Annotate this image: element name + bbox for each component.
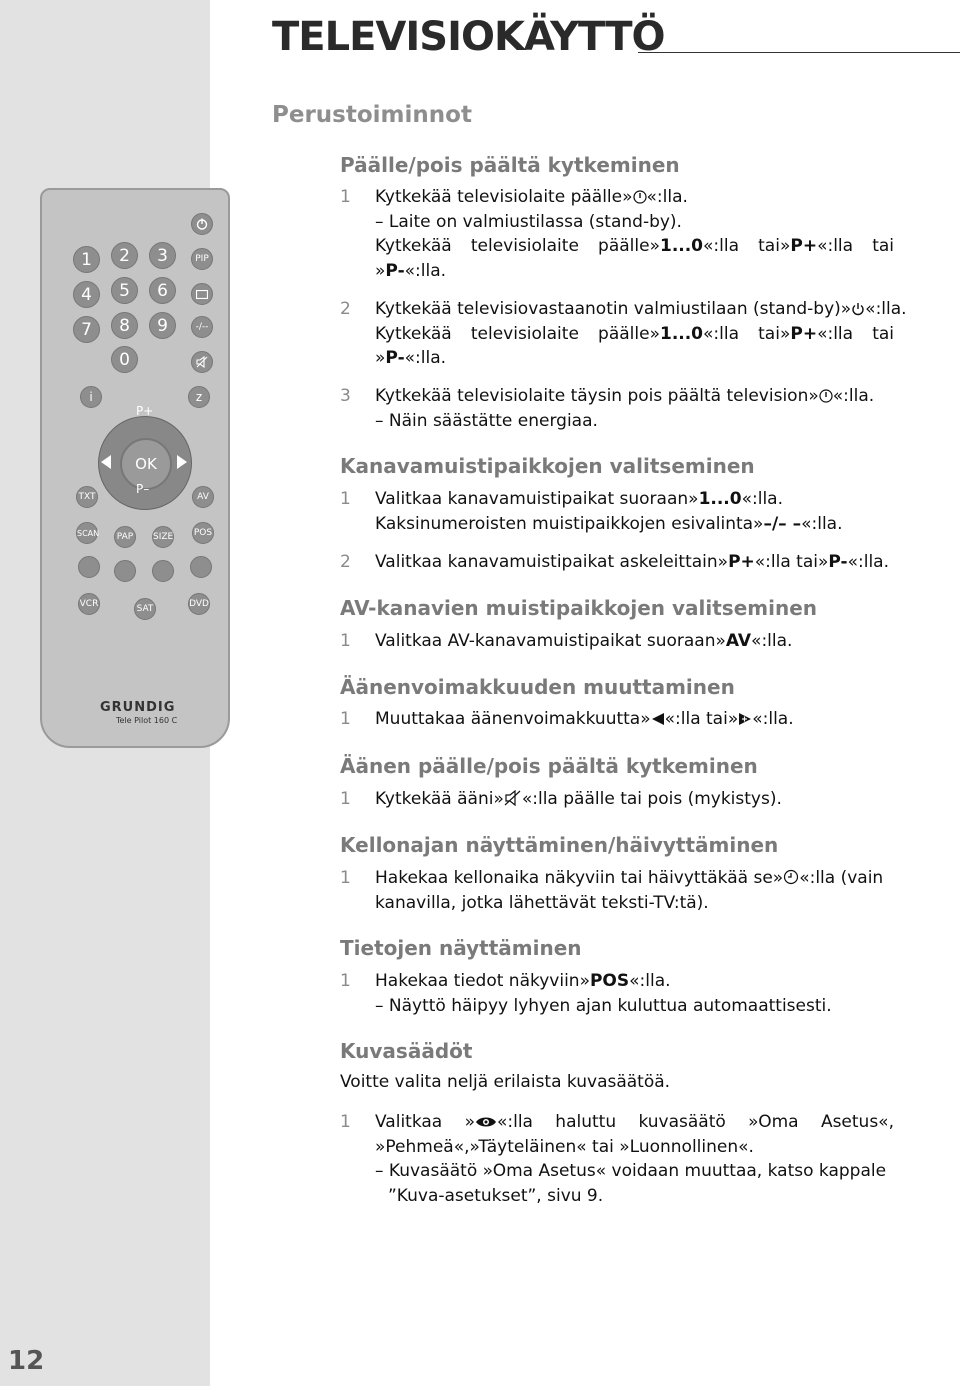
number-8-button[interactable]: 8	[111, 312, 138, 339]
s2-item-1: 1 Valitkaa kanavamuistipaikat suoraan»1...0«:lla. Kaksinumeroisten muistipaikkojen esivalinta»–/– –«:lla.	[340, 489, 843, 534]
s6-item-1: 1 Hakekaa kellonaika näkyviin tai häivyttäkää se» «:lla (vain kanavilla, jotka lähettävät teksti-TV:tä).	[340, 868, 884, 913]
s1-heading: Päälle/pois päältä kytkeminen	[340, 153, 680, 177]
volume-up-icon	[738, 712, 752, 726]
ok-button[interactable]: OK	[120, 438, 172, 490]
number-2-button[interactable]: 2	[111, 242, 138, 269]
info-button[interactable]: i	[80, 386, 102, 408]
s5-heading: Äänen päälle/pois päältä kytkeminen	[340, 754, 758, 778]
number-3-button[interactable]: 3	[149, 242, 176, 269]
tv-screen-button[interactable]	[191, 283, 213, 305]
s5-item-1: 1 Kytkekää ääni» «:lla päälle tai pois (mykistys).	[340, 789, 782, 809]
s3-item-1: 1 Valitkaa AV-kanavamuistipaikat suoraan»AV«:lla.	[340, 631, 793, 651]
s8-intro: Voitte valita neljä erilaista kuvasäätöä.	[340, 1072, 671, 1092]
p-plus-label[interactable]: P+	[136, 404, 154, 418]
eye-icon	[475, 1115, 497, 1129]
standby-icon	[851, 302, 865, 316]
number-7-button[interactable]: 7	[73, 316, 100, 343]
title-rule	[638, 52, 960, 53]
s7-heading: Tietojen näyttäminen	[340, 936, 582, 960]
p-minus-label[interactable]: P–	[136, 482, 150, 496]
power-button[interactable]	[191, 213, 213, 235]
mute-icon	[196, 356, 208, 368]
pause-button[interactable]	[152, 560, 174, 582]
remote-control-illustration	[40, 188, 230, 748]
pip-button[interactable]: PIP	[191, 248, 213, 270]
page-number: 12	[8, 1346, 45, 1376]
sat-button[interactable]: SAT	[134, 598, 156, 620]
number-5-button[interactable]: 5	[111, 277, 138, 304]
brand-logo: GRUNDIG	[100, 700, 176, 715]
number-9-button[interactable]: 9	[149, 312, 176, 339]
pap-button[interactable]: PAP	[114, 526, 136, 548]
s2-heading: Kanavamuistipaikkojen valitseminen	[340, 454, 755, 478]
s3-heading: AV-kanavien muistipaikkojen valitseminen	[340, 596, 817, 620]
item-number: 1	[340, 187, 351, 207]
s1-item-2: 2 Kytkekää televisiovastaanotin valmiustilaan (stand-by)» «:lla. Kytkekää televisiolaite päälle»1...0«:lla tai»P+«:lla tai »P-«:lla.	[340, 299, 907, 368]
number-1-button[interactable]: 1	[73, 246, 100, 273]
number-4-button[interactable]: 4	[73, 281, 100, 308]
digit-entry-button[interactable]: -/--	[191, 316, 213, 338]
mute-icon	[504, 790, 522, 806]
volume-down-icon[interactable]	[100, 454, 112, 470]
s6-heading: Kellonajan näyttäminen/häivyttäminen	[340, 833, 779, 857]
txt-button[interactable]: TXT	[76, 486, 98, 508]
clock-button[interactable]	[114, 560, 136, 582]
dvd-button[interactable]: DVD	[188, 593, 210, 615]
s8-heading: Kuvasäädöt	[340, 1039, 473, 1063]
number-0-button[interactable]: 0	[111, 346, 138, 373]
scan-button[interactable]: SCAN	[76, 522, 98, 544]
s7-item-1: 1 Hakekaa tiedot näkyviin»POS«:lla. – Näyttö häipyy lyhyen ajan kuluttua automaattisesti.	[340, 971, 832, 1016]
power-icon	[633, 190, 647, 204]
eye-button[interactable]	[78, 556, 100, 578]
s8-item-1: 1 Valitkaa » «:lla haluttu kuvasäätö »Oma Asetus«, »Pehmeä«,»Täyteläinen« tai »Luonnollinen«. – Kuvasäätö »Oma Asetus« voidaan muuttaa, katso kappale ”Kuva-asetukset”, sivu 9.	[340, 1112, 894, 1206]
s1-item-3: 3 Kytkekää televisiolaite täysin pois päältä television» «:lla. – Näin säästätte energiaa.	[340, 386, 875, 431]
power-icon	[196, 218, 208, 230]
power-icon	[819, 389, 833, 403]
av-button[interactable]: AV	[192, 486, 214, 508]
s2-item-2: 2 Valitkaa kanavamuistipaikat askeleittain»P+«:lla tai»P-«:lla.	[340, 552, 890, 572]
vcr-button[interactable]: VCR	[78, 593, 100, 615]
mute-button[interactable]	[191, 351, 213, 373]
page-title: TELEVISIOKÄYTTÖ	[272, 14, 665, 60]
z-button[interactable]: z	[188, 386, 210, 408]
volume-up-icon[interactable]	[176, 454, 188, 470]
record-button[interactable]	[190, 556, 212, 578]
screen-icon	[196, 290, 208, 299]
section-title: Perustoiminnot	[272, 102, 472, 128]
size-button[interactable]: SIZE	[152, 526, 174, 548]
model-name: Tele Pilot 160 C	[116, 716, 178, 725]
s4-heading: Äänenvoimakkuuden muuttaminen	[340, 675, 735, 699]
clock-icon	[783, 869, 799, 885]
number-6-button[interactable]: 6	[149, 277, 176, 304]
pos-button[interactable]: POS	[192, 522, 214, 544]
s4-item-1: 1 Muuttakaa äänenvoimakkuutta» «:lla tai» «:lla.	[340, 709, 794, 729]
s1-item-1: 1 Kytkekää televisiolaite päälle» «:lla. – Laite on valmiustilassa (stand-by). Kytkekää televisiolaite päälle»1...0«:lla tai»P+«:lla tai »P-«:lla.	[340, 187, 895, 281]
volume-down-icon	[651, 712, 665, 726]
